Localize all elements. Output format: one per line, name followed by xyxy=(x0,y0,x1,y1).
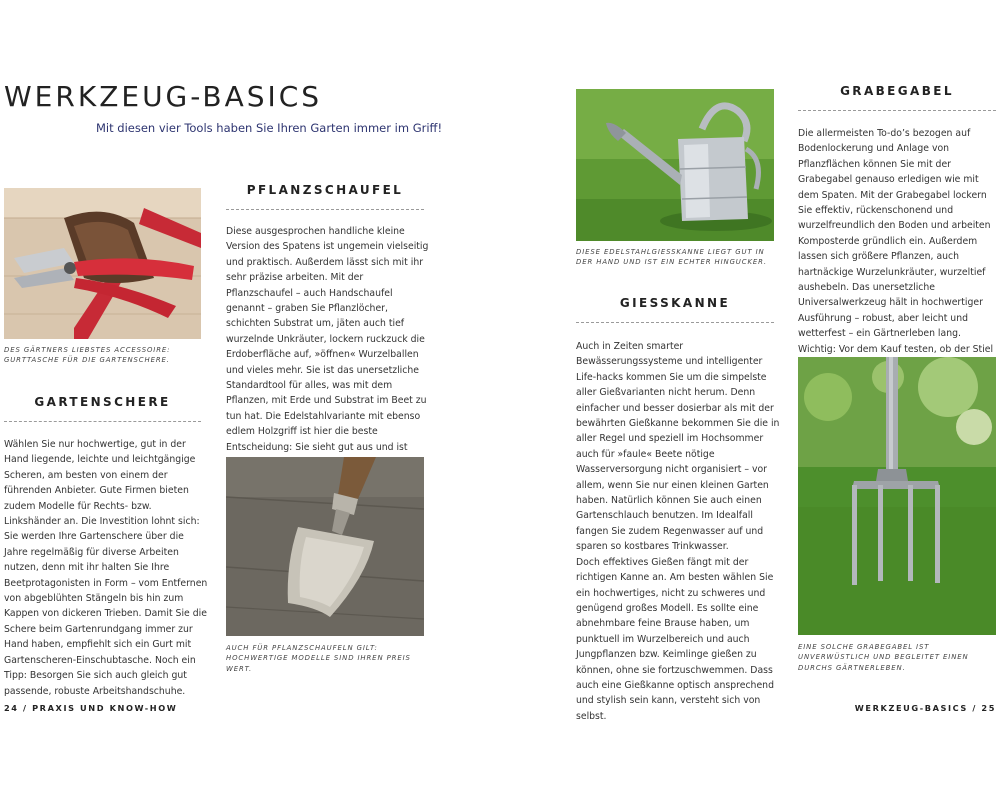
photo-garden-fork xyxy=(798,357,996,635)
footer-left: 24 / PRAXIS UND KNOW-HOW xyxy=(4,703,178,713)
pruning-shears-illustration xyxy=(4,188,201,339)
divider-gartenschere xyxy=(4,421,201,422)
heading-giesskanne: GIESSKANNE xyxy=(619,296,731,310)
page-title: WERKZEUG-BASICS xyxy=(4,80,323,113)
photo-pruning-shears xyxy=(4,188,201,339)
text-gartenschere: Wählen Sie nur hochwertige, gut in der Hand liegende, leichte und leichtgängige Scheren, am besten von einem der führenden Anbieter. Gute Firmen bieten zudem Modelle für Rechts- bzw. Linkshänder an. Die Investition lohnt sich: Sie werden Ihre Gartenschere über die Jahre regelmäßig für diverse Arbeiten nutzen, denn mit ihr halten Sie Ihre Beetprotagonisten in Form – vom Entfernen von abgeblühten Stängeln bis hin zum Kappen von dickeren Trieben. Damit Sie die Schere beim Gartenrundgang immer zur Hand haben, empfiehlt sich ein Gurt mit Gartenscheren-Einschubtasche. Noch ein Tipp: Besorgen Sie sich auch gleich gut passende, robuste Arbeitshandschuhe. xyxy=(4,439,208,697)
text-grabegabel: Die allermeisten To-do’s bezogen auf Bodenlockerung und Anlage von Pflanzflächen können Sie mit der Grabegabel genauso erledigen wie mit dem Spaten. Mit der Grabegabel lockern Sie effektiv, rückenschonend und wurzelfreundlich den Boden und arbeiten Komposterde gründlich ein. Außerdem lassen sich größere Pflanzen, auch hartnäckige Wurzelunkräuter, wurzeltief aushebeln. Das unersetzliche Universalwerkzeug hält in hochwertiger Ausführung – robust, aber leicht und wetterfest – ein Gärtnerleben lang. Wichtig: Vor dem Kauf testen, ob der Stiel xyxy=(798,128,994,355)
divider-giesskanne xyxy=(576,322,774,323)
text-block-giesskanne xyxy=(576,339,781,724)
caption-garden-fork: EINE SOLCHE GRABEGABEL IST UNVERWÜSTLICH UND BEGLEITET EINEN DURCHS GÄRTNERLEBEN. xyxy=(798,643,969,672)
heading-gartenschere: GARTENSCHERE xyxy=(34,395,171,409)
caption-watering-can: DIESE EDELSTAHLGIESSKANNE LIEGT GUT IN DER HAND UND IST EIN ECHTER HINGUCKER. xyxy=(576,248,767,267)
heading-pflanzschaufel: PFLANZSCHAUFEL xyxy=(246,183,404,197)
text-giesskanne: Auch in Zeiten smarter Bewässerungssysteme und intelligenter Life-hacks kommen Sie um die simpelste aller Gießvarianten nicht herum. Denn einfacher und besser dosierbar als mit der bewährten Gießkanne bekommen Sie die in aller Regel und speziell im Hochsommer auch für »faule« Beete nötige Wasserversorgung nicht organisiert – vor allem, wenn Sie nur einen kleinen Garten haben. Natürlich können Sie auch einen Gartenschlauch benutzen. Im Idealfall fangen Sie zudem Regenwasser auf und sparen so kostbares Trinkwasser. xyxy=(576,341,780,553)
text-pflanzschaufel: Diese ausgesprochen handliche kleine Version des Spatens ist ungemein vielseitig und praktisch. Außerdem lässt sich mit ihr sehr präzise arbeiten. Mit der Pflanzschaufel – auch Handschaufel genannt – graben Sie Pflanzlöcher, schichten Substrat um, jäten auch tief wurzelnde Unkräuter, lockern ruckzuck die Erdoberfläche auf, »öffnen« Wurzelballen und vieles mehr. Sie ist das unersetzliche Standardtool für alles, was mit dem Pflanzen, mit Erde und Substrat im Beet zu tun hat. Die Edelstahlvariante mit ebenso edlem Holzgriff ist hier die beste Entscheidung: Sie sieht gut aus und ist xyxy=(226,226,429,453)
page-subtitle: Mit diesen vier Tools haben Sie Ihren Garten immer im Griff! xyxy=(96,121,443,135)
footer-right: WERKZEUG-BASICS / 25 xyxy=(854,703,996,713)
divider-pflanzschaufel xyxy=(226,209,424,210)
garden-fork-illustration xyxy=(798,357,996,635)
divider-grabegabel xyxy=(798,110,996,111)
heading-grabegabel: GRABEGABEL xyxy=(840,84,954,98)
photo-watering-can xyxy=(576,89,774,241)
caption-hand-trowel: AUCH FÜR PFLANZSCHAUFELN GILT: HOCHWERTIGE MODELLE SIND IHREN PREIS WERT. xyxy=(226,644,411,673)
hand-trowel-illustration xyxy=(226,457,424,636)
text-giesskanne-2: Doch effektives Gießen fängt mit der richtigen Kanne an. Am besten wählen Sie ein hochwertiges, nicht zu schweres und genügend großes Modell. Es sollte eine abnehmbare feine Brause haben, um punktuell im Wurzelbereich und auch Jungpflanzen bzw. Keimlinge gießen zu können, ohne sie fortzuschwemmen. Dass auch eine Gießkanne optisch ansprechend und stylish sein kann, versteht sich von selbst. xyxy=(576,556,774,722)
caption-pruning-shears: DES GÄRTNERS LIEBSTES ACCESSOIRE: GURTTASCHE FÜR DIE GARTENSCHERE. xyxy=(4,346,171,365)
photo-hand-trowel xyxy=(226,457,424,636)
watering-can-illustration xyxy=(576,89,774,241)
